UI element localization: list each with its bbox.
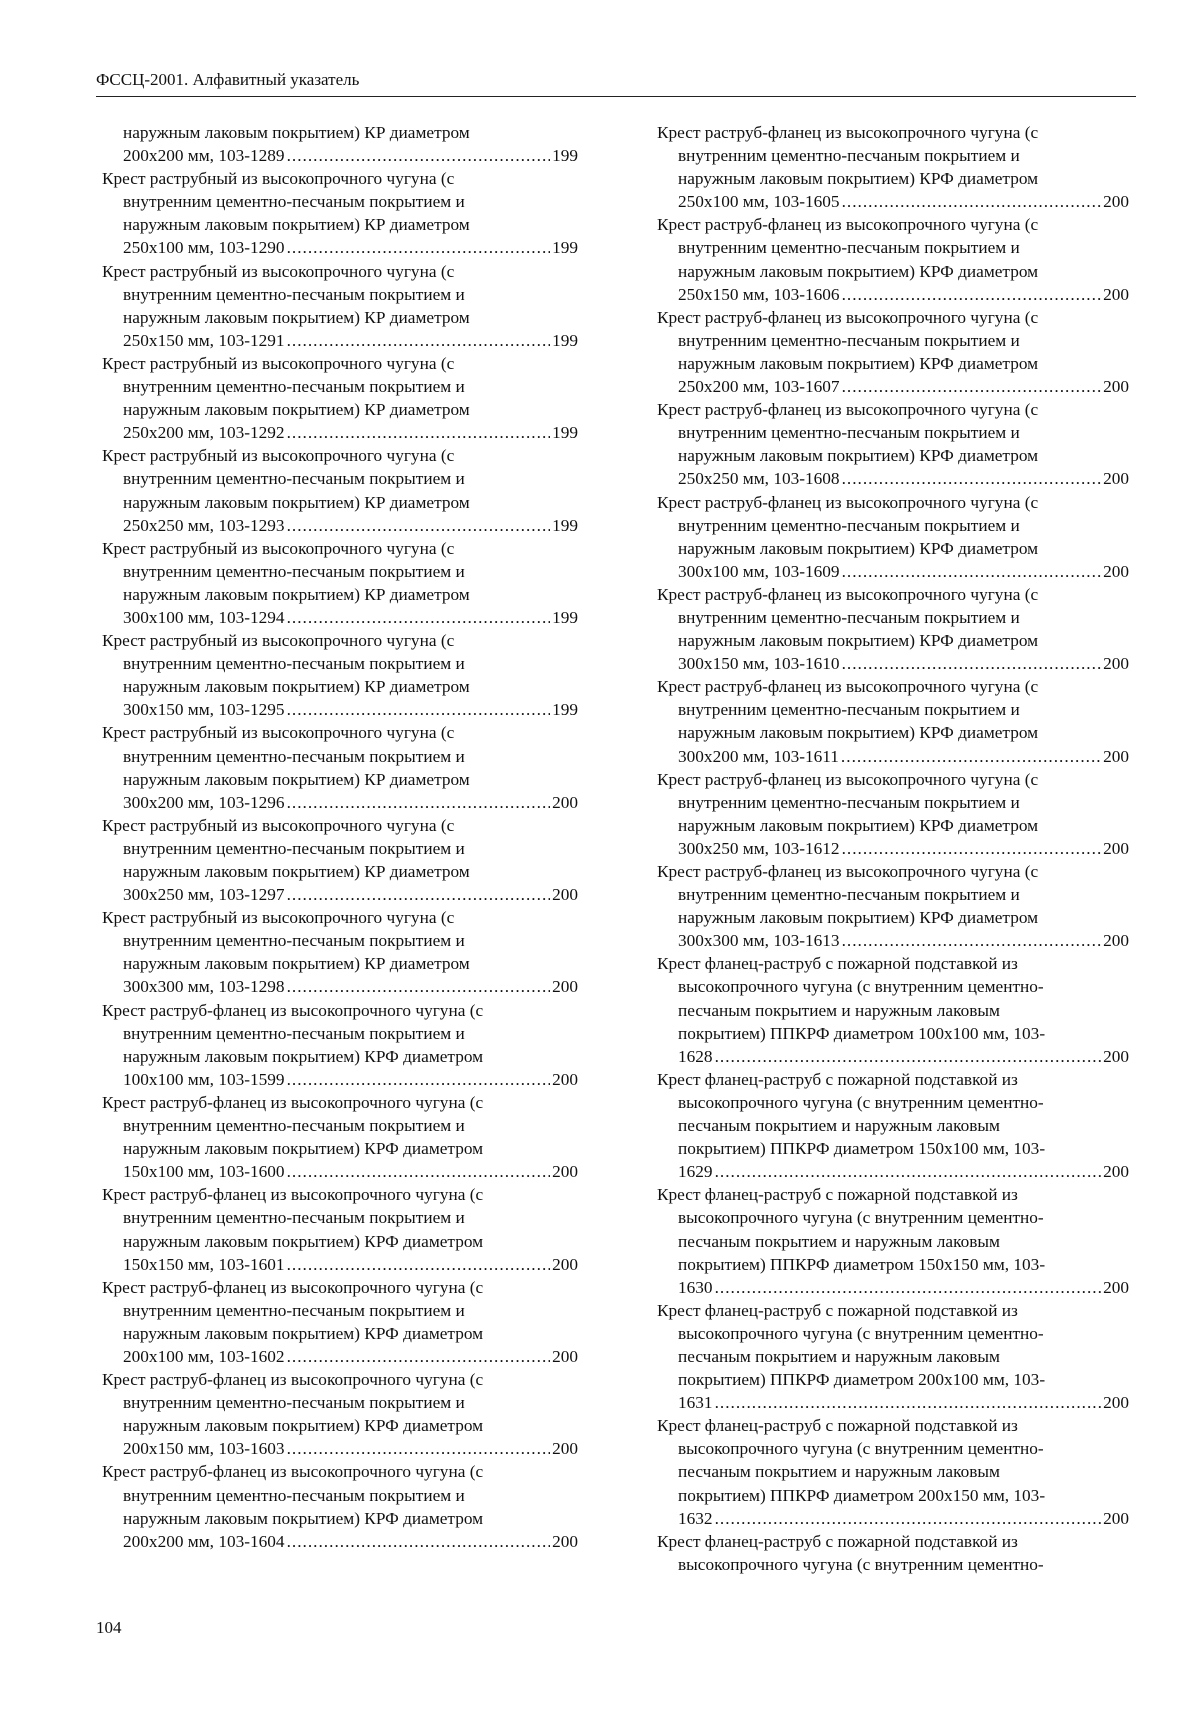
entry-text-line: внутренним цементно-песчаным покрытием и bbox=[123, 838, 465, 858]
entry-page-ref: 200 bbox=[1103, 1393, 1129, 1413]
entry-page-ref: 200 bbox=[552, 1346, 578, 1366]
entry-heading-line: Крест раструб-фланец из высокопрочного чугуна (с bbox=[657, 215, 1039, 235]
entry-page-ref: 200 bbox=[1103, 1046, 1129, 1066]
entry-heading-line: Крест раструб-фланец из высокопрочного чугуна (с bbox=[657, 584, 1039, 604]
running-header bbox=[96, 70, 1136, 97]
entry-text-line: наружным лаковым покрытием) КРФ диаметром bbox=[678, 815, 1039, 835]
entry-heading-line: Крест раструбный из высокопрочного чугуна (с bbox=[102, 261, 455, 281]
dot-leader bbox=[715, 1276, 1102, 1299]
entry-heading-line: Крест раструбный из высокопрочного чугуна (с bbox=[102, 723, 455, 743]
index-entry bbox=[657, 675, 1129, 767]
entry-heading-line: Крест раструб-фланец из высокопрочного чугуна (с bbox=[657, 307, 1039, 327]
index-entry bbox=[102, 121, 578, 167]
dot-leader bbox=[287, 514, 551, 537]
entry-code: 250х100 мм, 103-1605 bbox=[678, 192, 840, 212]
entry-page-ref: 199 bbox=[552, 330, 578, 350]
entry-heading-line: Крест раструбный из высокопрочного чугуна (с bbox=[102, 815, 455, 835]
dot-leader bbox=[287, 883, 551, 906]
index-entry bbox=[102, 1368, 578, 1460]
dot-leader bbox=[842, 652, 1102, 675]
entry-text-line: песчаным покрытием и наружным лаковым bbox=[678, 1000, 1000, 1020]
entry-text-line: песчаным покрытием и наружным лаковым bbox=[678, 1116, 1000, 1136]
entry-reference-line bbox=[102, 791, 578, 814]
dot-leader bbox=[287, 144, 551, 167]
entry-reference-line bbox=[657, 837, 1129, 860]
entry-text-line: наружным лаковым покрытием) КРФ диаметром bbox=[123, 1231, 484, 1251]
entry-reference-line bbox=[657, 1045, 1129, 1068]
index-entry bbox=[657, 583, 1129, 675]
entry-text-line: наружным лаковым покрытием) КРФ диаметром bbox=[123, 1508, 484, 1528]
entry-heading-line: Крест раструбный из высокопрочного чугуна (с bbox=[102, 169, 455, 189]
entry-code: 300х100 мм, 103-1294 bbox=[123, 607, 285, 627]
entry-text-line: высокопрочного чугуна (с внутренним цементно- bbox=[678, 977, 1044, 997]
entry-code: 300х150 мм, 103-1295 bbox=[123, 700, 285, 720]
entry-text-line: внутренним цементно-песчаным покрытием и bbox=[678, 515, 1020, 535]
entry-text-line: внутренним цементно-песчаным покрытием и bbox=[123, 1116, 465, 1136]
entry-text-line: наружным лаковым покрытием) КР диаметром bbox=[123, 584, 470, 604]
entry-reference-line bbox=[657, 190, 1129, 213]
entry-reference-line bbox=[102, 1160, 578, 1183]
entry-text-line: внутренним цементно-песчаным покрытием и bbox=[123, 1300, 465, 1320]
entry-page-ref: 200 bbox=[1103, 654, 1129, 674]
entry-text-line: наружным лаковым покрытием) КРФ диаметром bbox=[123, 1416, 484, 1436]
entry-page-ref: 199 bbox=[552, 238, 578, 258]
entry-text-line: внутренним цементно-песчаным покрытием и bbox=[123, 746, 465, 766]
entry-text-line: песчаным покрытием и наружным лаковым bbox=[678, 1346, 1000, 1366]
entry-heading-line: Крест раструб-фланец из высокопрочного чугуна (с bbox=[102, 1277, 484, 1297]
dot-leader bbox=[287, 791, 551, 814]
entry-page-ref: 200 bbox=[1103, 1508, 1129, 1528]
entry-text-line: наружным лаковым покрытием) КР диаметром bbox=[123, 954, 470, 974]
entry-reference-line bbox=[657, 929, 1129, 952]
entry-heading-line: Крест фланец-раструб с пожарной подставкой из bbox=[657, 1069, 1018, 1089]
entry-text-line: высокопрочного чугуна (с внутренним цементно- bbox=[678, 1092, 1044, 1112]
entry-code: 250х200 мм, 103-1607 bbox=[678, 377, 840, 397]
entry-heading-line: Крест раструбный из высокопрочного чугуна (с bbox=[102, 631, 455, 651]
entry-page-ref: 199 bbox=[552, 700, 578, 720]
entry-text-line: внутренним цементно-песчаным покрытием и bbox=[678, 423, 1020, 443]
index-entry bbox=[657, 213, 1129, 305]
entry-text-line: покрытием) ППКРФ диаметром 150х150 мм, 103- bbox=[678, 1254, 1046, 1274]
entry-page-ref: 200 bbox=[1103, 1277, 1129, 1297]
entry-text-line: наружным лаковым покрытием) КР диаметром bbox=[123, 307, 470, 327]
entry-reference-line bbox=[102, 1530, 578, 1553]
dot-leader bbox=[715, 1160, 1102, 1183]
entry-text-line: песчаным покрытием и наружным лаковым bbox=[678, 1462, 1000, 1482]
entry-heading-line: Крест раструб-фланец из высокопрочного чугуна (с bbox=[657, 769, 1039, 789]
entry-code: 250х150 мм, 103-1291 bbox=[123, 330, 285, 350]
entry-code: 200х200 мм, 103-1604 bbox=[123, 1531, 285, 1551]
dot-leader bbox=[715, 1045, 1102, 1068]
entry-code: 250х250 мм, 103-1293 bbox=[123, 515, 285, 535]
entry-heading-line: Крест раструбный из высокопрочного чугуна (с bbox=[102, 353, 455, 373]
dot-leader bbox=[287, 1437, 551, 1460]
entry-text-line: наружным лаковым покрытием) КР диаметром bbox=[123, 862, 470, 881]
entry-code: 1628 bbox=[678, 1046, 713, 1066]
index-entry bbox=[657, 1414, 1129, 1529]
entry-text-line: внутренним цементно-песчаным покрытием и bbox=[678, 700, 1020, 720]
entry-code: 150х150 мм, 103-1601 bbox=[123, 1254, 285, 1274]
entry-code: 250х150 мм, 103-1606 bbox=[678, 284, 840, 304]
entry-text-line: внутренним цементно-песчаным покрытием и bbox=[123, 192, 465, 212]
entry-reference-line bbox=[657, 745, 1129, 768]
entry-heading-line: Крест раструб-фланец из высокопрочного чугуна (с bbox=[102, 1092, 484, 1112]
entry-text-line: внутренним цементно-песчаным покрытием и bbox=[123, 1208, 465, 1228]
entry-reference-line bbox=[657, 1276, 1129, 1299]
entry-text-line: наружным лаковым покрытием) КРФ диаметром bbox=[678, 908, 1039, 928]
dot-leader bbox=[842, 375, 1102, 398]
entry-reference-line bbox=[102, 144, 578, 167]
index-entry bbox=[102, 721, 578, 813]
entry-page-ref: 199 bbox=[552, 146, 578, 166]
entry-page-ref: 199 bbox=[552, 515, 578, 535]
entry-code: 300х250 мм, 103-1612 bbox=[678, 838, 840, 858]
entry-text-line: наружным лаковым покрытием) КР диаметром bbox=[123, 215, 470, 235]
entry-reference-line bbox=[657, 467, 1129, 490]
index-entry bbox=[657, 1530, 1129, 1576]
entry-code: 200х200 мм, 103-1289 bbox=[123, 146, 285, 166]
entry-text-line: внутренним цементно-песчаным покрытием и bbox=[123, 469, 465, 489]
entry-page-ref: 199 bbox=[552, 423, 578, 443]
entry-page-ref: 200 bbox=[552, 1439, 578, 1459]
index-entry bbox=[102, 352, 578, 444]
entry-code: 300х250 мм, 103-1297 bbox=[123, 885, 285, 905]
entry-heading-line: Крест фланец-раструб с пожарной подставкой из bbox=[657, 1300, 1018, 1320]
entry-reference-line bbox=[657, 1391, 1129, 1414]
entry-page-ref: 200 bbox=[1103, 561, 1129, 581]
entry-text-line: наружным лаковым покрытием) КРФ диаметром bbox=[678, 723, 1039, 743]
entry-text-line: покрытием) ППКРФ диаметром 150х100 мм, 103- bbox=[678, 1139, 1046, 1159]
entry-page-ref: 200 bbox=[552, 792, 578, 812]
entry-text-line: внутренним цементно-песчаным покрытием и bbox=[123, 561, 465, 581]
entry-text-line: внутренним цементно-песчаным покрытием и bbox=[678, 330, 1020, 350]
index-column-right bbox=[657, 121, 1129, 1576]
entry-code: 150х100 мм, 103-1600 bbox=[123, 1162, 285, 1182]
dot-leader bbox=[715, 1507, 1102, 1530]
entry-code: 100х100 мм, 103-1599 bbox=[123, 1069, 285, 1089]
entry-page-ref: 200 bbox=[552, 1254, 578, 1274]
index-entry bbox=[102, 1183, 578, 1275]
dot-leader bbox=[287, 698, 551, 721]
entry-code: 1632 bbox=[678, 1508, 713, 1528]
header-title: ФССЦ-2001. Алфавитный указатель bbox=[96, 70, 360, 89]
entry-page-ref: 200 bbox=[1103, 192, 1129, 212]
index-entry bbox=[657, 491, 1129, 583]
index-entry bbox=[102, 906, 578, 998]
entry-text-line: покрытием) ППКРФ диаметром 200х100 мм, 103- bbox=[678, 1370, 1046, 1390]
entry-text-line: покрытием) ППКРФ диаметром 200х150 мм, 103- bbox=[678, 1485, 1046, 1505]
index-entry bbox=[657, 768, 1129, 860]
entry-text-line: внутренним цементно-песчаным покрытием и bbox=[678, 146, 1020, 166]
entry-page-ref: 200 bbox=[552, 977, 578, 997]
entry-code: 200х100 мм, 103-1602 bbox=[123, 1346, 285, 1366]
entry-text-line: внутренним цементно-песчаным покрытием и bbox=[123, 654, 465, 674]
dot-leader bbox=[842, 837, 1102, 860]
entry-page-ref: 200 bbox=[1103, 838, 1129, 858]
entry-text-line: наружным лаковым покрытием) КРФ диаметром bbox=[678, 538, 1039, 558]
entry-reference-line bbox=[102, 236, 578, 259]
entry-reference-line bbox=[657, 560, 1129, 583]
entry-text-line: внутренним цементно-песчаным покрытием и bbox=[678, 607, 1020, 627]
entry-text-line: наружным лаковым покрытием) КРФ диаметром bbox=[123, 1139, 484, 1159]
entry-text-line: наружным лаковым покрытием) КРФ диаметром bbox=[123, 1046, 484, 1066]
entry-text-line: наружным лаковым покрытием) КР диаметром bbox=[123, 492, 470, 512]
index-entry bbox=[102, 1091, 578, 1183]
entry-text-line: наружным лаковым покрытием) КР диаметром bbox=[123, 123, 470, 142]
dot-leader bbox=[842, 190, 1102, 213]
entry-text-line: наружным лаковым покрытием) КРФ диаметром bbox=[678, 261, 1039, 281]
entry-page-ref: 200 bbox=[1103, 377, 1129, 397]
entry-reference-line bbox=[102, 421, 578, 444]
entry-heading-line: Крест фланец-раструб с пожарной подставкой из bbox=[657, 1416, 1018, 1436]
index-entry bbox=[102, 1276, 578, 1368]
entry-reference-line bbox=[102, 1345, 578, 1368]
entry-page-ref: 200 bbox=[1103, 931, 1129, 951]
index-entry bbox=[102, 260, 578, 352]
dot-leader bbox=[842, 467, 1102, 490]
entry-text-line: наружным лаковым покрытием) КР диаметром bbox=[123, 677, 470, 697]
entry-text-line: покрытием) ППКРФ диаметром 100х100 мм, 103- bbox=[678, 1023, 1046, 1043]
dot-leader bbox=[842, 929, 1102, 952]
dot-leader bbox=[287, 606, 551, 629]
entry-text-line: высокопрочного чугуна (с внутренним цементно- bbox=[678, 1323, 1044, 1343]
entry-heading-line: Крест раструб-фланец из высокопрочного чугуна (с bbox=[102, 1000, 484, 1020]
entry-text-line: наружным лаковым покрытием) КР диаметром bbox=[123, 769, 470, 789]
entry-heading-line: Крест раструбный из высокопрочного чугуна (с bbox=[102, 538, 455, 558]
dot-leader bbox=[287, 975, 551, 998]
entry-code: 300х300 мм, 103-1613 bbox=[678, 931, 840, 951]
entry-reference-line bbox=[102, 975, 578, 998]
entry-heading-line: Крест фланец-раструб с пожарной подставкой из bbox=[657, 1185, 1018, 1205]
page-number: 104 bbox=[96, 1618, 122, 1637]
entry-heading-line: Крест раструб-фланец из высокопрочного чугуна (с bbox=[657, 677, 1039, 697]
entry-text-line: наружным лаковым покрытием) КРФ диаметром bbox=[678, 353, 1039, 373]
entry-text-line: наружным лаковым покрытием) КР диаметром bbox=[123, 400, 470, 420]
entry-heading-line: Крест фланец-раструб с пожарной подставкой из bbox=[657, 1531, 1018, 1551]
dot-leader bbox=[287, 329, 551, 352]
entry-heading-line: Крест раструб-фланец из высокопрочного чугуна (с bbox=[657, 123, 1039, 142]
entry-page-ref: 200 bbox=[552, 1162, 578, 1182]
entry-code: 1630 bbox=[678, 1277, 713, 1297]
index-entry bbox=[657, 121, 1129, 213]
entry-reference-line bbox=[657, 652, 1129, 675]
entry-text-line: внутренним цементно-песчаным покрытием и bbox=[678, 885, 1020, 905]
entry-code: 250х250 мм, 103-1608 bbox=[678, 469, 840, 489]
entry-code: 250х100 мм, 103-1290 bbox=[123, 238, 285, 258]
entry-code: 300х100 мм, 103-1609 bbox=[678, 561, 840, 581]
entry-heading-line: Крест раструб-фланец из высокопрочного чугуна (с bbox=[102, 1185, 484, 1205]
index-entry bbox=[102, 1460, 578, 1552]
entry-page-ref: 200 bbox=[1103, 746, 1129, 766]
entry-text-line: высокопрочного чугуна (с внутренним цементно- bbox=[678, 1439, 1044, 1459]
entry-page-ref: 199 bbox=[552, 607, 578, 627]
entry-page-ref: 200 bbox=[552, 1069, 578, 1089]
entry-code: 300х200 мм, 103-1296 bbox=[123, 792, 285, 812]
dot-leader bbox=[842, 560, 1102, 583]
dot-leader bbox=[287, 1160, 551, 1183]
entry-text-line: внутренним цементно-песчаным покрытием и bbox=[678, 238, 1020, 258]
dot-leader bbox=[841, 745, 1101, 768]
entry-page-ref: 200 bbox=[1103, 1162, 1129, 1182]
index-column-left bbox=[102, 121, 578, 1553]
entry-page-ref: 200 bbox=[1103, 469, 1129, 489]
entry-text-line: внутренним цементно-песчаным покрытием и bbox=[123, 1393, 465, 1413]
entry-code: 1631 bbox=[678, 1393, 713, 1413]
entry-heading-line: Крест раструб-фланец из высокопрочного чугуна (с bbox=[657, 862, 1039, 881]
entry-text-line: внутренним цементно-песчаным покрытием и bbox=[123, 284, 465, 304]
dot-leader bbox=[715, 1391, 1102, 1414]
entry-reference-line bbox=[102, 514, 578, 537]
entry-text-line: песчаным покрытием и наружным лаковым bbox=[678, 1231, 1000, 1251]
entry-text-line: внутренним цементно-песчаным покрытием и bbox=[678, 792, 1020, 812]
entry-heading-line: Крест раструбный из высокопрочного чугуна (с bbox=[102, 908, 455, 928]
entry-reference-line bbox=[102, 883, 578, 906]
entry-code: 200х150 мм, 103-1603 bbox=[123, 1439, 285, 1459]
entry-text-line: внутренним цементно-песчаным покрытием и bbox=[123, 931, 465, 951]
entry-text-line: наружным лаковым покрытием) КРФ диаметром bbox=[678, 446, 1039, 466]
entry-text-line: внутренним цементно-песчаным покрытием и bbox=[123, 1023, 465, 1043]
entry-code: 250х200 мм, 103-1292 bbox=[123, 423, 285, 443]
entry-reference-line bbox=[102, 1437, 578, 1460]
entry-text-line: внутренним цементно-песчаным покрытием и bbox=[123, 1485, 465, 1505]
index-entry bbox=[657, 1183, 1129, 1298]
index-entry bbox=[657, 1299, 1129, 1414]
entry-heading-line: Крест раструб-фланец из высокопрочного чугуна (с bbox=[102, 1462, 484, 1482]
entry-reference-line bbox=[102, 1253, 578, 1276]
entry-text-line: наружным лаковым покрытием) КРФ диаметром bbox=[678, 631, 1039, 651]
entry-reference-line bbox=[657, 283, 1129, 306]
dot-leader bbox=[842, 283, 1102, 306]
dot-leader bbox=[287, 236, 551, 259]
dot-leader bbox=[287, 1253, 551, 1276]
entry-text-line: высокопрочного чугуна (с внутренним цементно- bbox=[678, 1554, 1044, 1574]
dot-leader bbox=[287, 1530, 551, 1553]
entry-code: 300х300 мм, 103-1298 bbox=[123, 977, 285, 997]
index-entry bbox=[102, 167, 578, 259]
index-entry bbox=[102, 629, 578, 721]
entry-reference-line bbox=[102, 606, 578, 629]
entry-text-line: внутренним цементно-песчаным покрытием и bbox=[123, 377, 465, 397]
index-entry bbox=[102, 537, 578, 629]
entry-code: 300х200 мм, 103-1611 bbox=[678, 746, 839, 766]
entry-text-line: высокопрочного чугуна (с внутренним цементно- bbox=[678, 1208, 1044, 1228]
index-entry bbox=[657, 306, 1129, 398]
index-entry bbox=[657, 860, 1129, 952]
entry-page-ref: 200 bbox=[1103, 284, 1129, 304]
index-entry bbox=[657, 398, 1129, 490]
entry-reference-line bbox=[657, 1507, 1129, 1530]
index-entry bbox=[657, 952, 1129, 1067]
entry-reference-line bbox=[102, 1068, 578, 1091]
index-entry bbox=[102, 999, 578, 1091]
entry-reference-line bbox=[102, 698, 578, 721]
entry-reference-line bbox=[657, 375, 1129, 398]
dot-leader bbox=[287, 1068, 551, 1091]
entry-code: 1629 bbox=[678, 1162, 713, 1182]
index-entry bbox=[657, 1068, 1129, 1183]
entry-reference-line bbox=[102, 329, 578, 352]
entry-text-line: наружным лаковым покрытием) КРФ диаметром bbox=[678, 169, 1039, 189]
entry-page-ref: 200 bbox=[552, 885, 578, 905]
entry-heading-line: Крест раструбный из высокопрочного чугуна (с bbox=[102, 446, 455, 466]
entry-heading-line: Крест раструб-фланец из высокопрочного чугуна (с bbox=[657, 492, 1039, 512]
dot-leader bbox=[287, 1345, 551, 1368]
index-entry bbox=[102, 444, 578, 536]
entry-text-line: наружным лаковым покрытием) КРФ диаметром bbox=[123, 1323, 484, 1343]
entry-heading-line: Крест раструб-фланец из высокопрочного чугуна (с bbox=[102, 1370, 484, 1390]
dot-leader bbox=[287, 421, 551, 444]
entry-page-ref: 200 bbox=[552, 1531, 578, 1551]
index-entry bbox=[102, 814, 578, 906]
entry-heading-line: Крест фланец-раструб с пожарной подставкой из bbox=[657, 954, 1018, 974]
entry-heading-line: Крест раструб-фланец из высокопрочного чугуна (с bbox=[657, 400, 1039, 420]
entry-code: 300х150 мм, 103-1610 bbox=[678, 654, 840, 674]
entry-reference-line bbox=[657, 1160, 1129, 1183]
